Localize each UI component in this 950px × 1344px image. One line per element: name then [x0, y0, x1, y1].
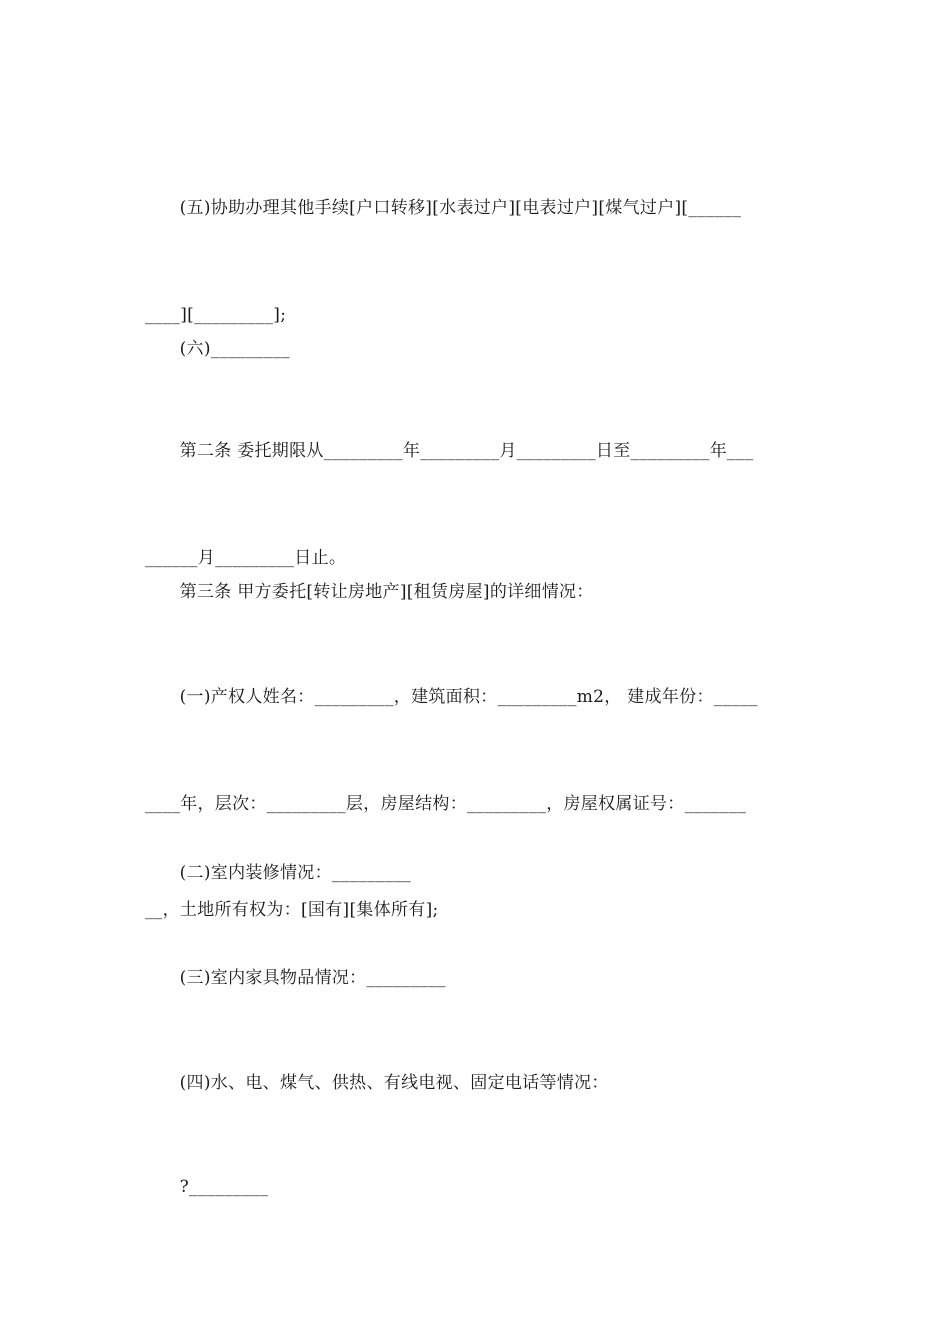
paragraph-line: (六)_________ — [145, 339, 290, 359]
paragraph-line: __，土地所有权为：[国有][集体所有]; — [145, 900, 439, 920]
paragraph-line: (五)协助办理其他手续[户口转移][水表过户][电表过户][煤气过户][______ — [145, 198, 742, 218]
paragraph-line: ____年，层次：_________层，房屋结构：_________，房屋权属证号：_______ — [145, 793, 747, 814]
paragraph-line: (一)产权人姓名：_________，建筑面积：_________m2， 建成年份：_____ — [145, 687, 758, 707]
paragraph-line: (二)室内装修情况：_________ — [145, 863, 412, 883]
paragraph-line: ?_________ — [145, 1177, 269, 1197]
paragraph-line: ______月_________日止。 — [145, 547, 347, 568]
paragraph-line: 第二条 委托期限从_________年_________月_________日至_________年___ — [145, 441, 754, 461]
paragraph-line: 第三条 甲方委托[转让房地产][租赁房屋]的详细情况： — [145, 582, 594, 602]
paragraph-line: (三)室内家具物品情况：_________ — [145, 968, 446, 988]
paragraph-line: ____][_________]; — [145, 304, 287, 325]
paragraph-blank-item — [145, 1099, 807, 1277]
paragraph-line: (四)水、电、煤气、供热、有线电视、固定电话等情况： — [145, 1073, 609, 1093]
